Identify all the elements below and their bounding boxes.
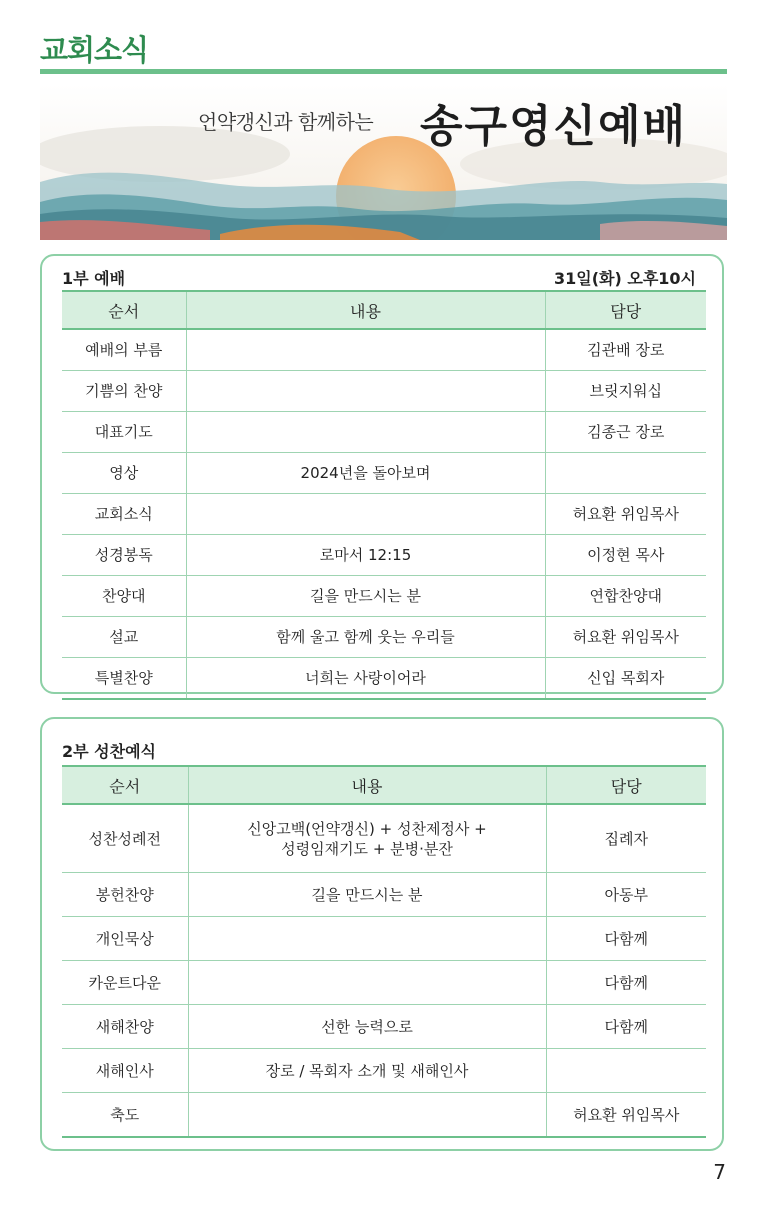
table-row bbox=[62, 494, 706, 535]
content-cell: 길을 만드시는 분 bbox=[186, 576, 545, 617]
leader-cell: 허요환 위임목사 bbox=[545, 617, 706, 658]
section-title: 교회소식 bbox=[40, 33, 149, 67]
leader-cell: 김종근 장로 bbox=[545, 412, 706, 453]
order-cell: 새해찬양 bbox=[62, 1005, 188, 1049]
order-cell: 성경봉독 bbox=[62, 535, 186, 576]
content-cell: 함께 울고 함께 웃는 우리들 bbox=[186, 617, 545, 658]
column-header-order: 순서 bbox=[62, 766, 188, 804]
table-row bbox=[62, 917, 706, 961]
service-2-card bbox=[40, 717, 724, 1151]
table-row bbox=[62, 535, 706, 576]
leader-cell: 신입 목회자 bbox=[545, 658, 706, 700]
service-2-title: 2부 성찬예식 bbox=[62, 742, 156, 761]
service-1-header bbox=[62, 266, 702, 289]
column-header-order: 순서 bbox=[62, 291, 186, 329]
order-cell: 기쁨의 찬양 bbox=[62, 371, 186, 412]
content-line: 성령임재기도 + 분병·분잔 bbox=[281, 839, 453, 858]
service-1-time: 31일(화) 오후10시 bbox=[553, 269, 696, 288]
banner-subtitle: 언약갱신과 함께하는 bbox=[198, 110, 374, 134]
order-cell: 예배의 부름 bbox=[62, 329, 186, 371]
content-cell bbox=[188, 917, 546, 961]
leader-cell bbox=[545, 453, 706, 494]
content-cell bbox=[186, 329, 545, 371]
table-row bbox=[62, 658, 706, 700]
column-header-leader: 담당 bbox=[546, 766, 706, 804]
title-rule bbox=[40, 69, 727, 74]
leader-cell: 다함께 bbox=[546, 917, 706, 961]
leader-cell: 허요환 위임목사 bbox=[546, 1093, 706, 1138]
table-row bbox=[62, 412, 706, 453]
content-cell: 길을 만드시는 분 bbox=[188, 873, 546, 917]
banner bbox=[40, 84, 727, 240]
content-cell bbox=[188, 804, 546, 873]
table-row bbox=[62, 804, 706, 873]
order-cell: 개인묵상 bbox=[62, 917, 188, 961]
table-row bbox=[62, 617, 706, 658]
order-cell: 새해인사 bbox=[62, 1049, 188, 1093]
content-cell: 2024년을 돌아보며 bbox=[186, 453, 545, 494]
leader-cell: 브릿지워십 bbox=[545, 371, 706, 412]
content-cell bbox=[186, 412, 545, 453]
content-cell bbox=[186, 494, 545, 535]
leader-cell: 허요환 위임목사 bbox=[545, 494, 706, 535]
leader-cell: 다함께 bbox=[546, 1005, 706, 1049]
service-2-header bbox=[62, 739, 702, 762]
leader-cell: 아동부 bbox=[546, 873, 706, 917]
content-cell: 선한 능력으로 bbox=[188, 1005, 546, 1049]
order-cell: 대표기도 bbox=[62, 412, 186, 453]
leader-cell: 집례자 bbox=[546, 804, 706, 873]
column-header-content: 내용 bbox=[186, 291, 545, 329]
content-cell: 로마서 12:15 bbox=[186, 535, 545, 576]
table-header-row bbox=[62, 766, 706, 804]
leader-cell: 연합찬양대 bbox=[545, 576, 706, 617]
page-number: 7 bbox=[713, 1160, 726, 1184]
order-cell: 영상 bbox=[62, 453, 186, 494]
order-cell: 찬양대 bbox=[62, 576, 186, 617]
table-row bbox=[62, 329, 706, 371]
service-1-title: 1부 예배 bbox=[62, 269, 126, 288]
service-1-card bbox=[40, 254, 724, 694]
banner-title: 송구영신예배 bbox=[420, 101, 688, 152]
order-cell: 축도 bbox=[62, 1093, 188, 1138]
order-cell: 특별찬양 bbox=[62, 658, 186, 700]
content-cell: 장로 / 목회자 소개 및 새해인사 bbox=[188, 1049, 546, 1093]
column-header-content: 내용 bbox=[188, 766, 546, 804]
table-row bbox=[62, 961, 706, 1005]
table-header-row bbox=[62, 291, 706, 329]
table-row bbox=[62, 1049, 706, 1093]
table-row bbox=[62, 576, 706, 617]
table-row bbox=[62, 453, 706, 494]
table-row bbox=[62, 1093, 706, 1138]
content-cell bbox=[186, 371, 545, 412]
column-header-leader: 담당 bbox=[545, 291, 706, 329]
leader-cell: 김관배 장로 bbox=[545, 329, 706, 371]
leader-cell: 이정현 목사 bbox=[545, 535, 706, 576]
leader-cell bbox=[546, 1049, 706, 1093]
service-2-table bbox=[62, 765, 706, 1138]
content-line: 신앙고백(언약갱신) + 성찬제정사 + bbox=[247, 819, 487, 838]
table-row bbox=[62, 873, 706, 917]
leader-cell: 다함께 bbox=[546, 961, 706, 1005]
content-cell: 너희는 사랑이어라 bbox=[186, 658, 545, 700]
service-1-table bbox=[62, 290, 706, 700]
order-cell: 봉헌찬양 bbox=[62, 873, 188, 917]
order-cell: 교회소식 bbox=[62, 494, 186, 535]
table-row bbox=[62, 371, 706, 412]
table-row bbox=[62, 1005, 706, 1049]
content-cell bbox=[188, 1093, 546, 1138]
order-cell: 카운트다운 bbox=[62, 961, 188, 1005]
order-cell: 설교 bbox=[62, 617, 186, 658]
order-cell: 성찬성례전 bbox=[62, 804, 188, 873]
content-cell bbox=[188, 961, 546, 1005]
